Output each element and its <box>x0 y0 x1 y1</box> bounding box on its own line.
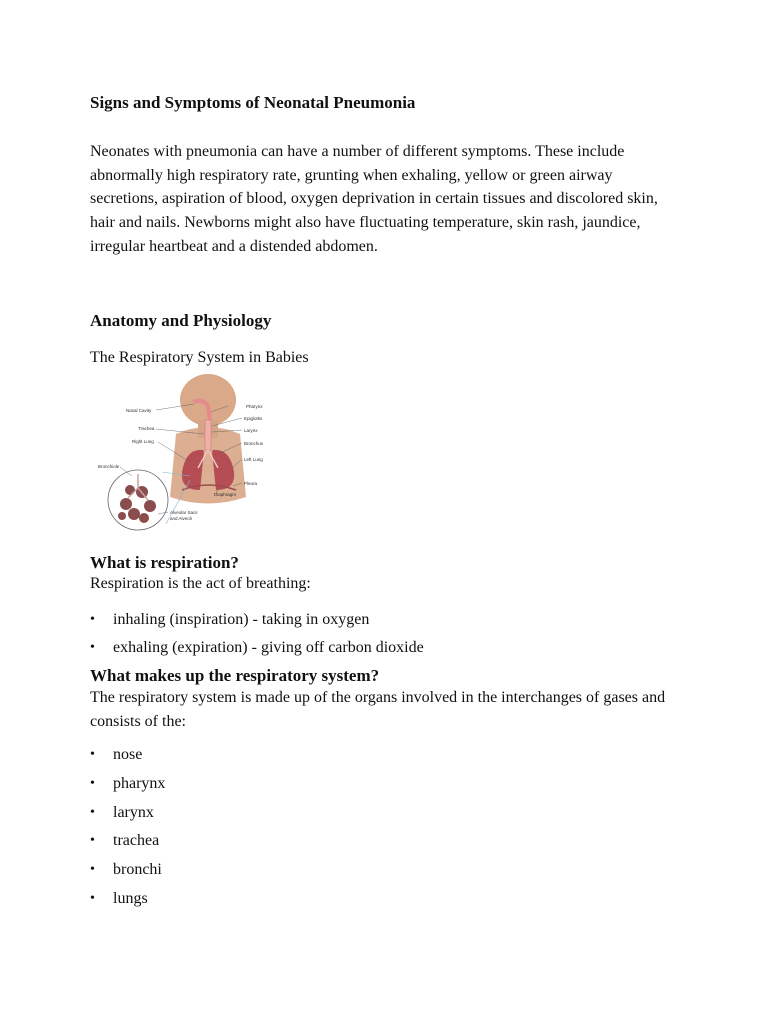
respiratory-system-illustration <box>98 372 278 532</box>
bullet-icon: • <box>90 862 95 878</box>
figure-title: The Respiratory System in Babies <box>90 349 309 366</box>
list-item-text: lungs <box>113 889 148 907</box>
bullet-icon: • <box>90 640 95 655</box>
list-item-text: nose <box>113 746 143 763</box>
section-heading-respiratory-system: What makes up the respiratory system? <box>90 666 380 685</box>
label-pleura: Pleura <box>244 481 258 486</box>
label-nasal-cavity: Nasal Cavity <box>126 408 152 413</box>
label-bronchiole: Bronchiole <box>98 464 120 469</box>
label-alveoli: and Alveoli <box>170 516 192 521</box>
label-larynx: Larynx <box>244 428 258 433</box>
bullet-icon: • <box>90 833 95 849</box>
label-alveolar-sacs: Alveolar Sacs <box>170 510 198 515</box>
trachea-shape <box>205 420 211 450</box>
list-item <box>90 860 650 880</box>
list-item-text: inhaling (inspiration) - taking in oxygen <box>113 611 370 628</box>
symptoms-paragraph: Neonates with pneumonia can have a number of different symptoms. These include abnormally high respiratory rate, grunting when exhaling, yellow or green airway secretions, aspiration of blood, oxygen deprivation in certain tissues and discolored skin, hair and nails. Newborns might also have fluctuating temperature, skin rash, jaundice, irregular heartbeat and a distended abdomen. <box>90 143 658 255</box>
label-left-lung: Left Lung <box>244 457 263 462</box>
bullet-icon: • <box>90 804 95 820</box>
list-item-text: exhaling (expiration) - giving off carbon dioxide <box>113 639 424 656</box>
list-item-text: pharynx <box>113 774 166 792</box>
list-item <box>90 889 650 909</box>
bullet-icon: • <box>90 890 95 906</box>
label-pharynx: Pharynx <box>246 404 263 409</box>
list-item-text: bronchi <box>113 861 162 879</box>
label-epiglottis: Epiglottis <box>244 416 263 421</box>
list-item-text: trachea <box>113 832 160 850</box>
section-heading-symptoms: Signs and Symptoms of Neonatal Pneumonia <box>90 93 416 112</box>
organs-list <box>90 745 650 909</box>
label-right-lung: Right Lung <box>132 439 154 444</box>
list-item <box>90 774 650 794</box>
respiratory-diagram-image <box>98 372 278 532</box>
list-item <box>90 638 650 658</box>
list-item <box>90 610 650 630</box>
list-item <box>90 745 650 765</box>
respiration-intro: Respiration is the act of breathing: <box>90 575 311 592</box>
respiratory-system-intro: The respiratory system is made up of the organs involved in the interchanges of gases and consists of the: <box>90 689 666 730</box>
bullet-icon: • <box>90 775 95 791</box>
list-item-text: larynx <box>113 803 154 821</box>
bullet-icon: • <box>90 747 95 762</box>
label-bronchus: Bronchus <box>244 441 264 446</box>
list-item <box>90 831 650 851</box>
bullet-icon: • <box>90 612 95 627</box>
label-diaphragm: Diaphragm <box>214 492 237 497</box>
label-trachea: Trachea <box>138 426 155 431</box>
section-heading-respiration: What is respiration? <box>90 553 239 572</box>
list-item <box>90 803 650 823</box>
section-heading-anatomy: Anatomy and Physiology <box>90 311 272 330</box>
respiration-list <box>90 610 650 658</box>
